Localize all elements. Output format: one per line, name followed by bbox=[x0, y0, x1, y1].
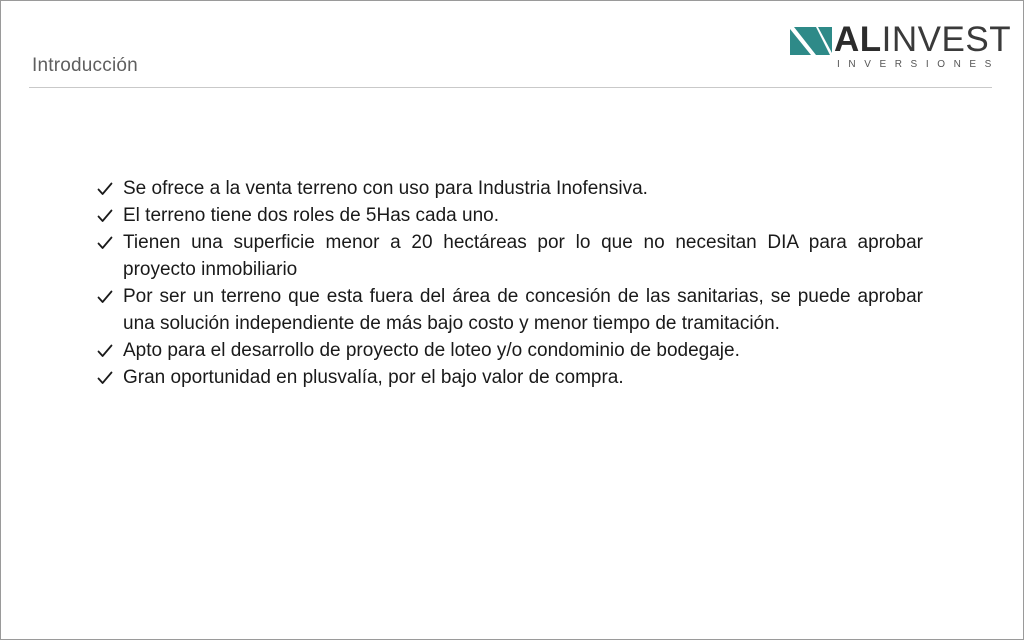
bullet-text: El terreno tiene dos roles de 5Has cada uno. bbox=[123, 205, 500, 226]
check-icon bbox=[97, 364, 115, 391]
check-icon bbox=[97, 337, 115, 364]
bullet-text: Apto para el desarrollo de proyecto de loteo y/o condominio de bodegaje. bbox=[123, 340, 740, 361]
bullet-text: Se ofrece a la venta terreno con uso para Industria Inofensiva. bbox=[123, 178, 648, 199]
logo-tagline: INVERSIONES bbox=[837, 59, 1000, 70]
bullet-text: Tienen una superficie menor a 20 hectáreas por lo que no necesitan DIA para aprobar proyecto inmobiliario bbox=[123, 232, 923, 280]
check-icon bbox=[97, 202, 115, 229]
bullet-text: Gran oportunidad en plusvalía, por el bajo valor de compra. bbox=[123, 367, 624, 388]
bullet-item bbox=[97, 229, 923, 283]
bullet-item bbox=[97, 337, 923, 364]
check-icon bbox=[97, 175, 115, 202]
logo-wordmark-rest: INVEST bbox=[881, 20, 1012, 59]
check-icon bbox=[97, 229, 115, 256]
company-logo bbox=[790, 20, 1012, 75]
bullet-item bbox=[97, 202, 923, 229]
title-divider bbox=[29, 87, 992, 88]
bullet-item bbox=[97, 364, 923, 391]
bullet-item bbox=[97, 175, 923, 202]
bullet-item bbox=[97, 283, 923, 337]
logo-mark-icon bbox=[790, 25, 834, 55]
bullet-text: Por ser un terreno que esta fuera del área de concesión de las sanitarias, se puede aprobar una solución independiente de más bajo costo y menor tiempo de tramitación. bbox=[123, 286, 923, 334]
logo-wordmark bbox=[834, 21, 1011, 59]
bullet-list bbox=[97, 175, 923, 391]
check-icon bbox=[97, 283, 115, 310]
slide-title: Introducción bbox=[32, 55, 138, 76]
logo-wordmark-bold: AL bbox=[834, 20, 882, 59]
